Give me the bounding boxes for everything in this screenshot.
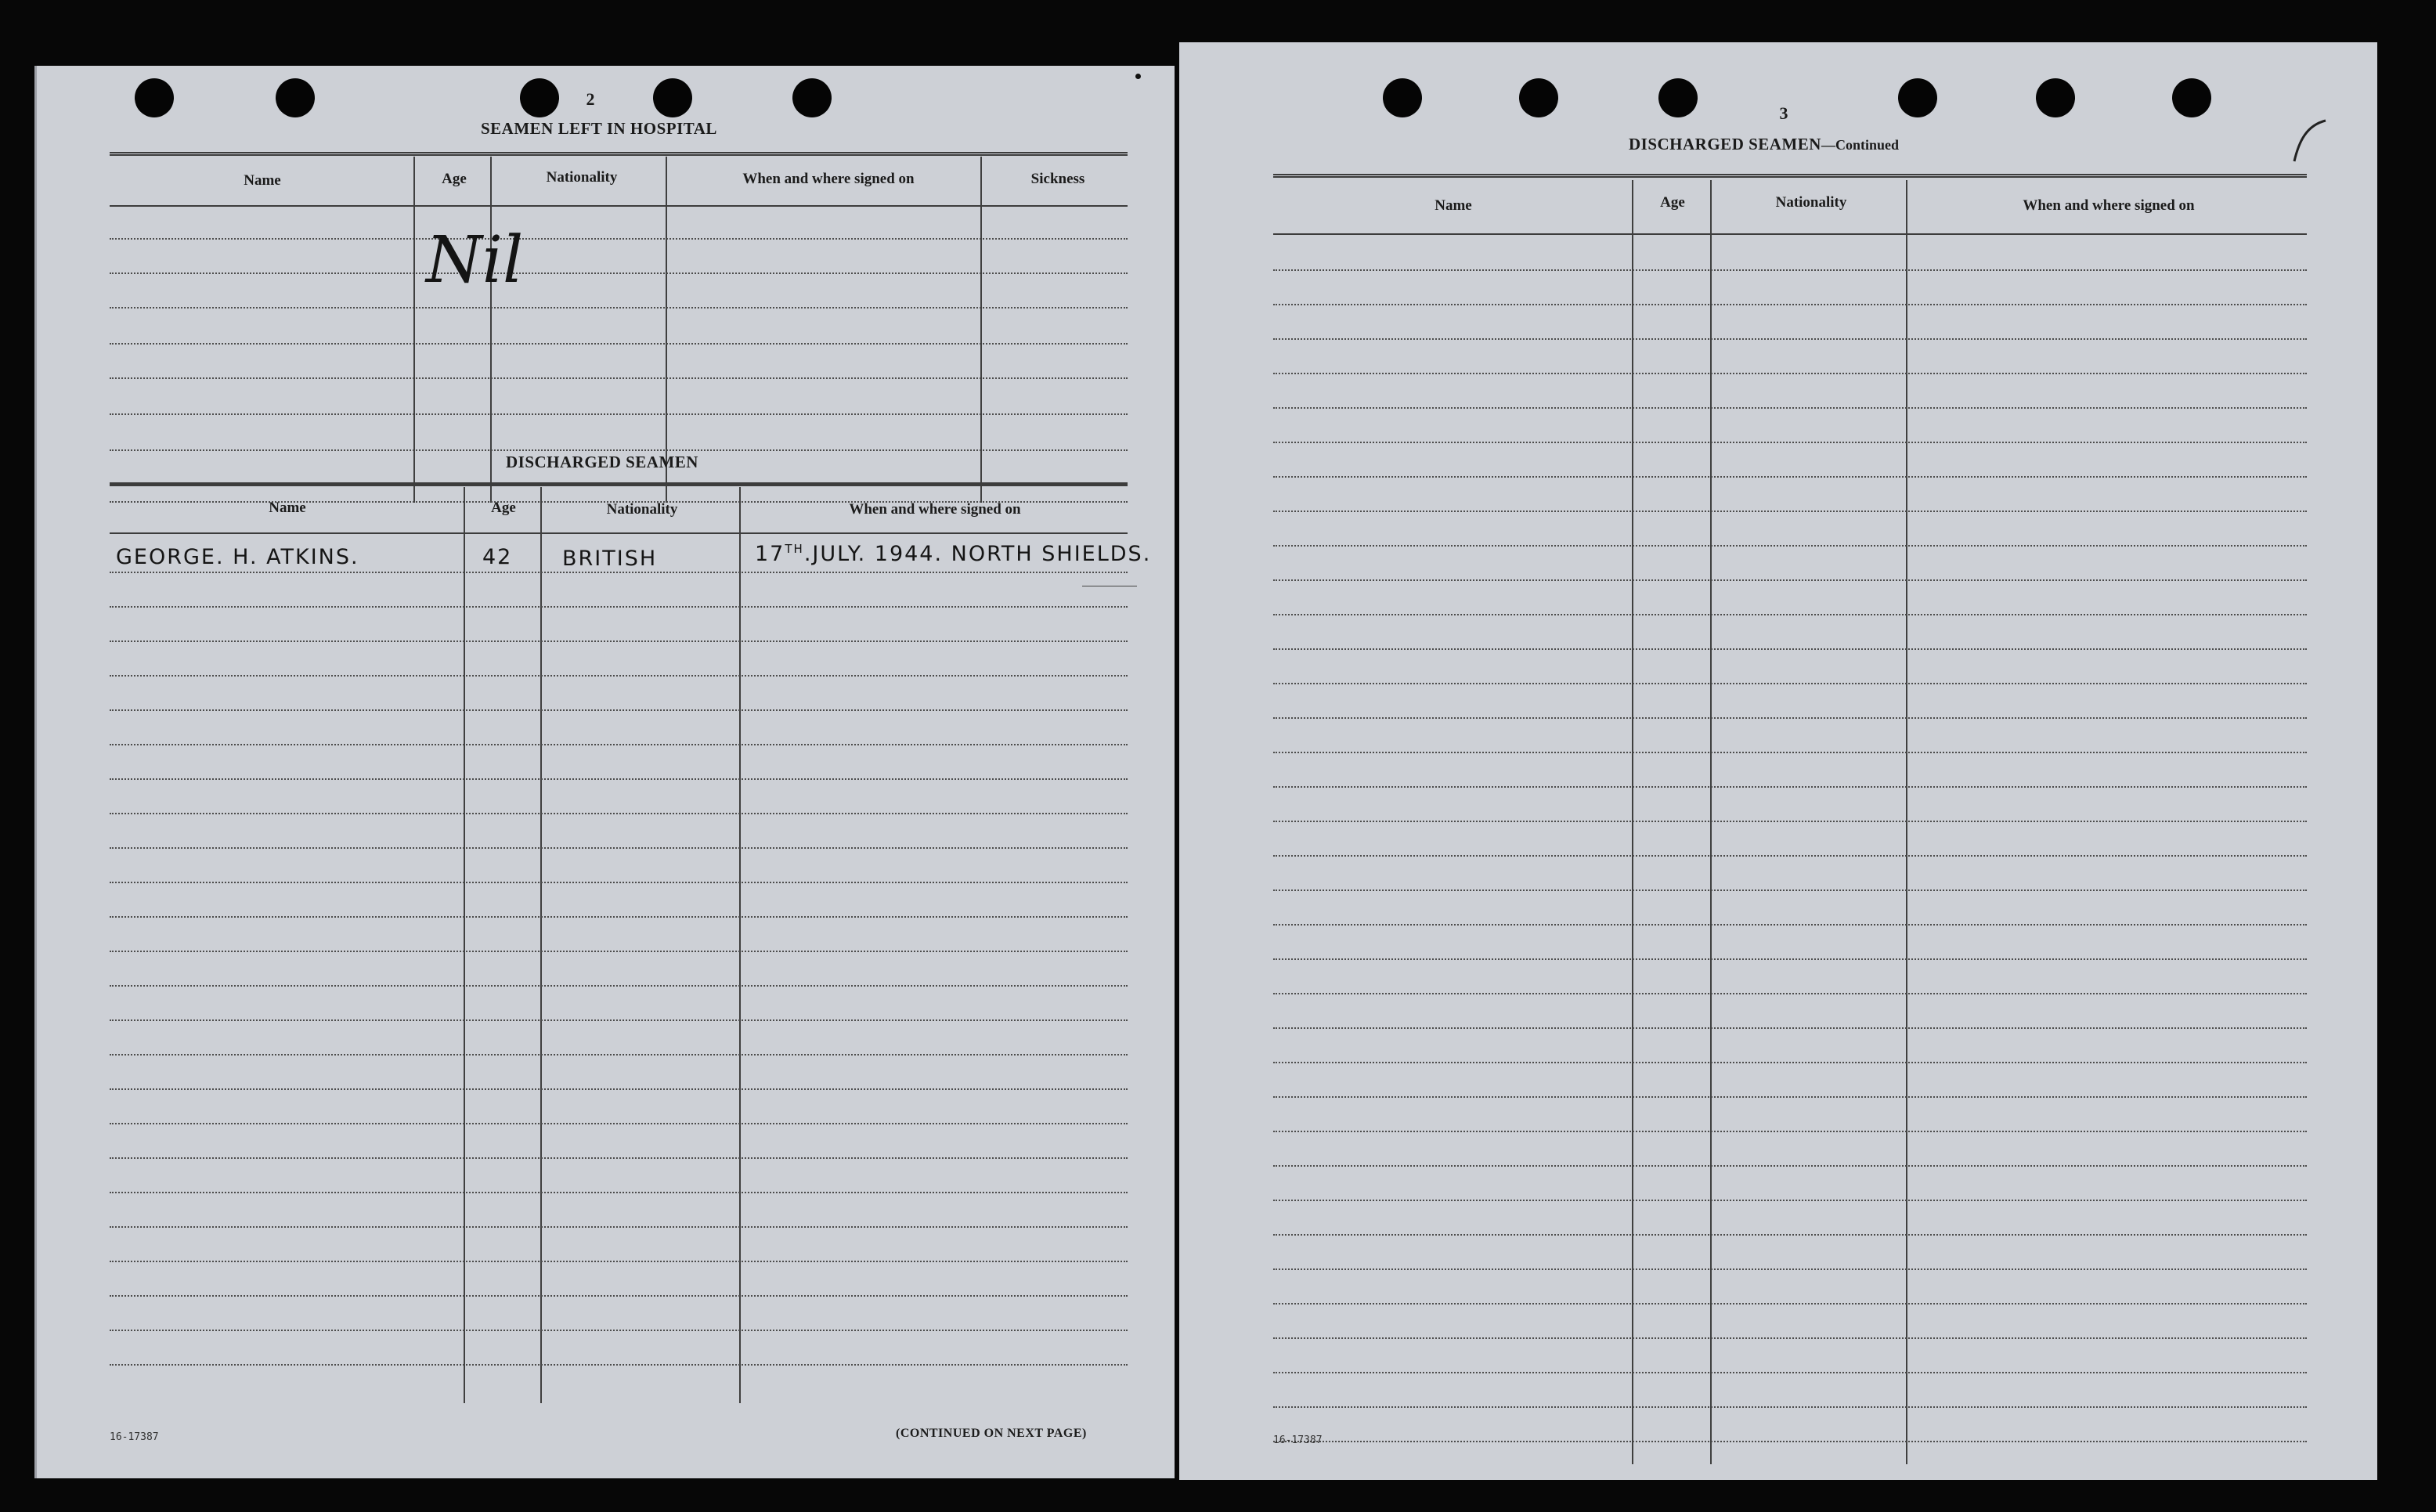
row-rule: [1273, 373, 2307, 374]
row-rule: [1273, 407, 2307, 409]
page-number: 2: [586, 89, 595, 109]
signed-on-day: 17: [755, 542, 785, 566]
punch-hole: [1383, 78, 1422, 117]
row-rule: [110, 882, 1128, 883]
row-rule: [1273, 1441, 2307, 1442]
row-rule: [110, 951, 1128, 952]
punch-hole: [1898, 78, 1937, 117]
header-rule: [110, 205, 1128, 207]
column-header-name: Name: [1435, 197, 1472, 214]
row-rule: [110, 307, 1128, 309]
row-rule: [1273, 1062, 2307, 1063]
row-rule: [1273, 1268, 2307, 1270]
punch-hole: [135, 78, 174, 117]
column-header-name: Name: [269, 500, 306, 516]
row-rule: [1273, 683, 2307, 684]
row-rule: [110, 1019, 1128, 1021]
row-rule: [110, 778, 1128, 780]
row-rule: [1273, 648, 2307, 650]
signed-on-rest: .JULY. 1944. NORTH SHIELDS.: [803, 542, 1152, 566]
row-rule: [110, 1261, 1128, 1262]
continued-note: (CONTINUED ON NEXT PAGE): [896, 1427, 1087, 1440]
row-rule: [110, 1226, 1128, 1228]
row-rule: [110, 1192, 1128, 1193]
row-rule: [110, 449, 1128, 451]
right-page: [1179, 42, 2377, 1480]
column-header-signed-on: When and where signed on: [849, 501, 1021, 518]
row-rule: [1273, 821, 2307, 822]
row-rule: [1273, 579, 2307, 581]
row-rule: [1273, 1200, 2307, 1201]
row-rule: [1273, 717, 2307, 719]
nil-handwriting: [418, 219, 622, 305]
row-rule: [1273, 993, 2307, 994]
form-number: 16-17387: [110, 1431, 159, 1443]
row-rule: [1273, 442, 2307, 443]
title-suffix: —Continued: [1821, 137, 1899, 153]
page-number: 3: [1779, 103, 1788, 123]
seaman-name: GEORGE. H. ATKINS.: [116, 545, 359, 569]
row-rule: [110, 709, 1128, 711]
discharged-continued-title: [1629, 135, 1899, 154]
row-rule: [110, 1364, 1128, 1366]
punch-hole: [276, 78, 315, 117]
seaman-age: 42: [482, 545, 513, 569]
row-rule: [1273, 1131, 2307, 1132]
punch-hole: [2172, 78, 2211, 117]
row-rule: [1273, 1165, 2307, 1167]
row-rule: [110, 606, 1128, 608]
hospital-section-title: SEAMEN LEFT IN HOSPITAL: [481, 119, 717, 138]
row-rule: [110, 1123, 1128, 1124]
row-rule: [1273, 545, 2307, 547]
speck: [1135, 74, 1141, 79]
seaman-nationality: BRITISH: [562, 547, 658, 571]
row-rule: [1273, 1337, 2307, 1339]
row-rule: [1273, 786, 2307, 788]
row-rule: [1273, 1303, 2307, 1305]
column-header-nationality: Nationality: [606, 501, 678, 518]
punch-hole: [792, 78, 832, 117]
seaman-signed-on: [755, 542, 1151, 566]
column-header-age: Age: [491, 500, 516, 516]
punch-hole: [1658, 78, 1698, 117]
row-rule: [1273, 1234, 2307, 1236]
row-rule: [1273, 476, 2307, 478]
column-header-nationality: Nationality: [546, 169, 618, 186]
column-divider: [739, 487, 741, 1403]
row-rule: [110, 343, 1128, 345]
row-rule: [1273, 269, 2307, 271]
row-rule: [1273, 924, 2307, 926]
row-rule: [1273, 855, 2307, 857]
title-main: DISCHARGED SEAMEN: [1629, 135, 1821, 153]
column-header-signed-on: When and where signed on: [2023, 197, 2195, 214]
column-header-age: Age: [1660, 194, 1685, 211]
row-rule: [1273, 1027, 2307, 1029]
table-top-rule: [110, 482, 1128, 486]
row-rule: [1273, 890, 2307, 891]
row-rule: [1273, 511, 2307, 512]
row-rule: [1273, 614, 2307, 615]
svg-text:Nil: Nil: [426, 223, 524, 298]
column-header-signed-on: When and where signed on: [742, 171, 915, 187]
row-rule: [110, 675, 1128, 677]
column-header-name: Name: [244, 172, 281, 189]
row-rule: [1273, 304, 2307, 305]
form-number: 16-17387: [1273, 1434, 1323, 1446]
row-rule: [1273, 958, 2307, 960]
column-header-nationality: Nationality: [1775, 194, 1847, 211]
row-rule: [110, 813, 1128, 814]
column-divider: [464, 487, 465, 1403]
column-header-age: Age: [442, 171, 467, 187]
row-rule: [110, 985, 1128, 987]
row-rule: [1273, 1372, 2307, 1373]
row-rule: [110, 1088, 1128, 1090]
discharged-section-title: DISCHARGED SEAMEN: [506, 453, 698, 471]
row-rule: [110, 413, 1128, 415]
column-header-sickness: Sickness: [1030, 171, 1085, 187]
punch-hole: [520, 78, 559, 117]
row-rule: [110, 1330, 1128, 1331]
row-rule: [1273, 338, 2307, 340]
row-rule: [110, 916, 1128, 918]
row-rule: [110, 1295, 1128, 1297]
row-rule: [1273, 1406, 2307, 1408]
punch-hole: [1519, 78, 1558, 117]
table-top-rule: [110, 152, 1128, 156]
column-divider: [540, 487, 542, 1403]
row-rule: [110, 1054, 1128, 1056]
punch-hole: [2036, 78, 2075, 117]
row-rule: [1273, 752, 2307, 753]
row-rule: [1273, 1096, 2307, 1098]
row-rule: [110, 1157, 1128, 1159]
punch-hole: [653, 78, 692, 117]
corner-mark: [2291, 117, 2338, 164]
left-page: [34, 66, 1175, 1478]
header-rule: [110, 532, 1128, 534]
table-top-rule: [1273, 174, 2307, 178]
signed-on-suffix: TH: [785, 542, 804, 556]
row-rule: [110, 641, 1128, 642]
row-rule: [110, 572, 1128, 573]
row-rule: [110, 744, 1128, 745]
header-rule: [1273, 233, 2307, 235]
row-rule: [110, 377, 1128, 379]
row-rule: [110, 847, 1128, 849]
